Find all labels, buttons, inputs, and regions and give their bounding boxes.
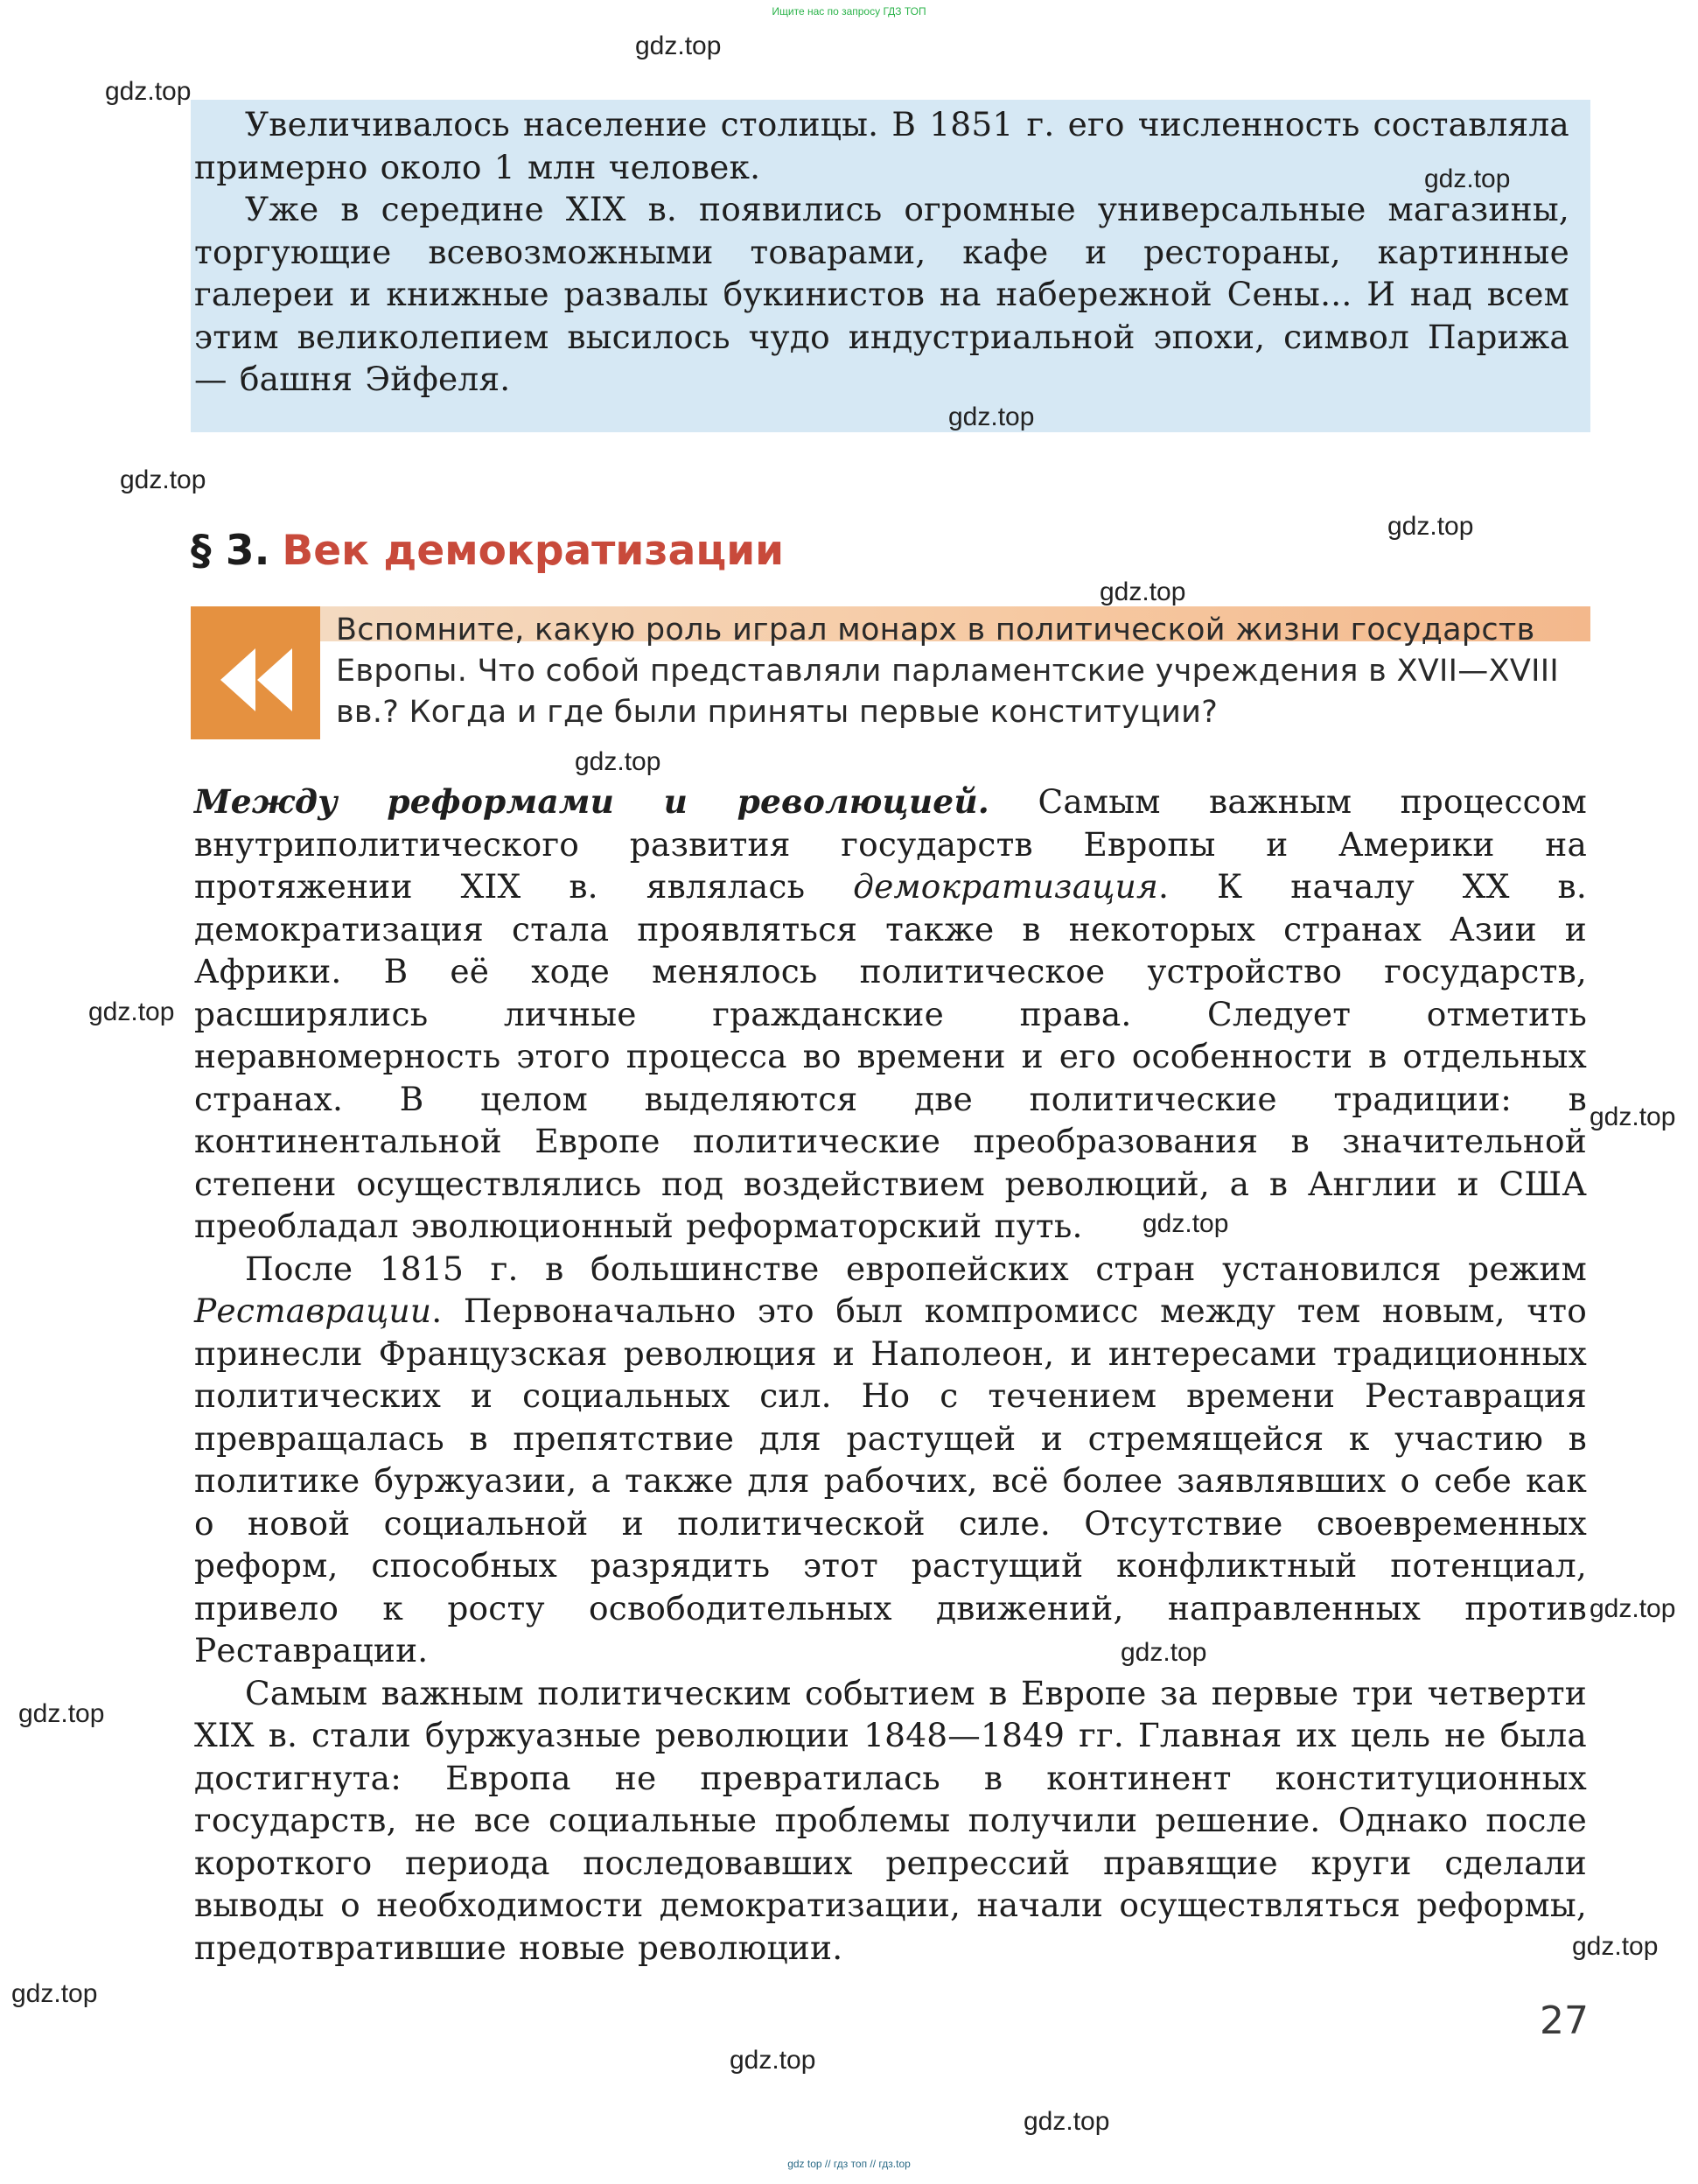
watermark: gdz.top	[1121, 1638, 1207, 1667]
rewind-icon	[191, 606, 320, 739]
watermark: gdz.top	[1590, 1102, 1676, 1131]
watermark: gdz.top	[635, 32, 722, 60]
paragraph-3: Самым важным политическим событием в Европе за первые три четверти XIX в. стали буржуазные революции 1848—1849 гг. Главная их цель не была достигнута: Европа не превратилась в континент конституционных государств, не все социальные проблемы получили решение. Однако после короткого периода последовавших репрессий правящие круги сделали выводы о необходимости демократизации, начали осуществляться реформы, предотвратившие новые революции.	[194, 1673, 1587, 1967]
watermark: gdz.top	[1590, 1594, 1676, 1623]
section-number: § 3.	[191, 527, 270, 575]
watermark: gdz.top	[730, 2046, 816, 2075]
watermark: gdz.top	[948, 402, 1035, 431]
term-restoration: Реставрации	[194, 1292, 432, 1330]
box-paragraph-1: Увеличивалось население столицы. В 1851 г. его численность составляла примерно около 1 млн человек.	[194, 105, 1569, 186]
recall-question: Вспомните, какую роль играл монарх в политической жизни государств Европы. Что собой представляли парламентские учреждения в XVII—XVIII вв.? Когда и где были приняты первые конституции?	[336, 612, 1559, 730]
watermark: gdz.top	[1024, 2107, 1110, 2136]
section-heading	[191, 525, 784, 578]
watermark: gdz.top	[18, 1699, 105, 1728]
term-democratization: демократизация	[853, 867, 1159, 906]
quote-box-text	[194, 103, 1569, 401]
watermark: gdz.top	[1572, 1932, 1659, 1961]
watermark: gdz.top	[105, 77, 192, 106]
watermark: gdz.top	[575, 747, 661, 776]
section-title: Век демократизации	[282, 527, 785, 575]
header-note: Ищите нас по запросу ГДЗ ТОП	[772, 5, 926, 18]
watermark: gdz.top	[120, 466, 206, 494]
paragraph-2: После 1815 г. в большинстве европейских стран установился режим Реставрации. Первоначально это был компромисс между тем новым, что принесли Французская революция и Наполеон, и интересами традиционных политических и социальных сил. Но с течением времени Реставрация превращалась в препятствие для растущей и стремящейся к участию в политике буржуазии, а также для рабочих, всё более заявлявших о себе как о новой социальной и политической силе. Отсутствие своевременных реформ, способных разрядить этот растущий конфликтный потенциал, привело к росту освободительных движений, направленных против Реставрации.	[194, 1249, 1587, 1670]
watermark: gdz.top	[1142, 1209, 1229, 1238]
main-text	[194, 780, 1587, 1969]
watermark: gdz.top	[1100, 578, 1186, 606]
watermark: gdz.top	[1387, 512, 1474, 541]
watermark: gdz.top	[88, 998, 175, 1026]
box-paragraph-2: Уже в середине XIX в. появились огромные универсальные магазины, торгующие всевозможными товарами, кафе и рестораны, картинные галереи и книжные развалы букинистов на набережной Сены... И над всем этим великолепием высилось чудо индустриальной эпохи, символ Парижа — башня Эйфеля.	[194, 190, 1569, 398]
page-number: 27	[1540, 1998, 1589, 2043]
watermark: gdz.top	[1424, 164, 1511, 193]
recall-block	[191, 606, 1590, 739]
footer-note: gdz top // гдз топ // гдз.top	[787, 2158, 911, 2170]
paragraph-1: Между реформами и революцией. Самым важным процессом внутриполитического развития государств Европы и Америки на протяжении XIX в. являлась демократизация. К началу XX в. демократизация стала проявляться также в некоторых странах Азии и Африки. В её ходе менялось политическое устройство государств, расширялись личные гражданские права. Следует отметить неравномерность этого процесса во времени и его особенности в отдельных странах. В целом выделяются две политические традиции: в континентальной Европе политические преобразования в значительной степени осуществлялись под воздействием революций, а в Англии и США преобладал эволюционный реформаторский путь.	[194, 782, 1587, 1245]
watermark: gdz.top	[11, 1979, 98, 2008]
paragraph-lead: Между реформами и революцией.	[194, 782, 990, 821]
